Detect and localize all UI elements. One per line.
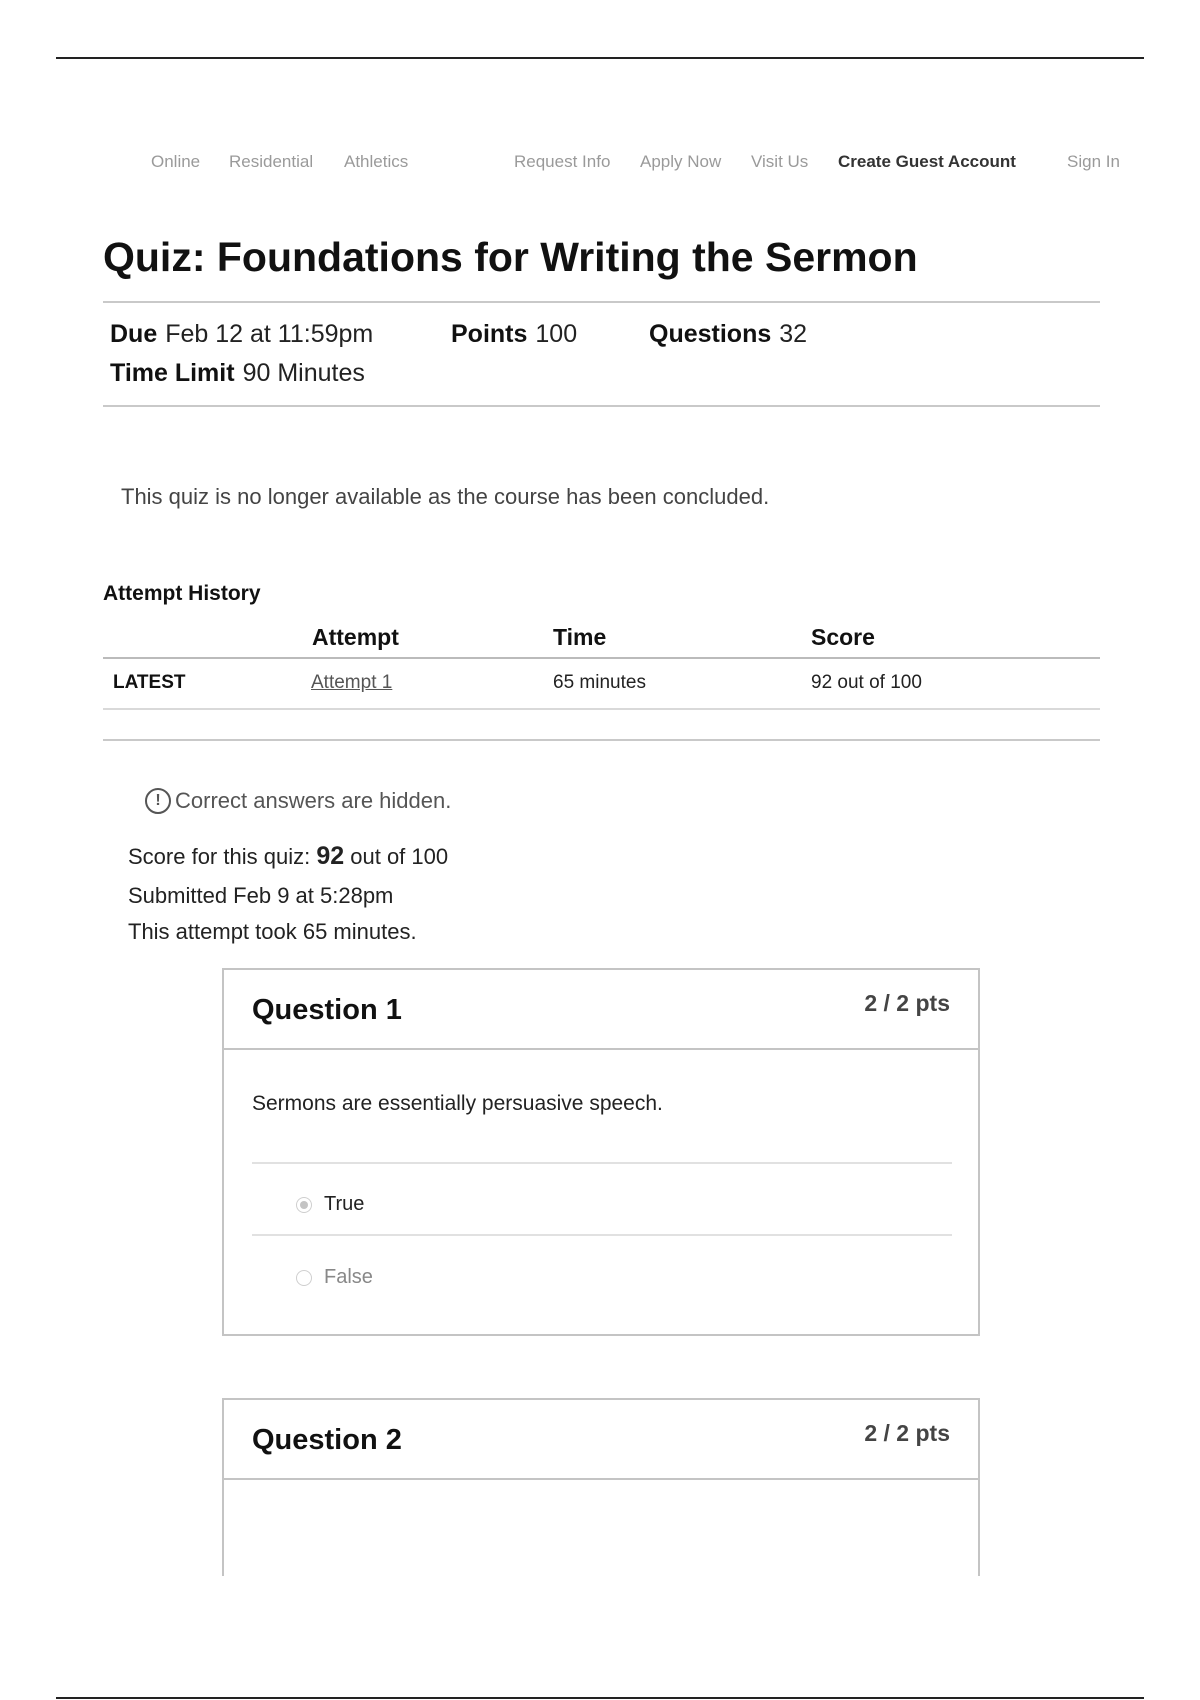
question-points: 2 / 2 pts xyxy=(864,990,950,1016)
meta-divider xyxy=(103,405,1100,407)
column-header-score: Score xyxy=(811,624,875,650)
radio-selected-icon[interactable] xyxy=(296,1197,312,1213)
nav-apply-now[interactable]: Apply Now xyxy=(640,152,722,171)
due-info xyxy=(110,320,373,349)
answer-option-true[interactable] xyxy=(296,1193,364,1216)
top-nav xyxy=(0,152,1200,176)
points-value: 100 xyxy=(535,320,578,348)
title-divider xyxy=(103,301,1100,303)
attempt-time: 65 minutes xyxy=(553,672,646,693)
attempt-table-header-rule xyxy=(103,657,1100,659)
question-header xyxy=(224,970,978,1050)
questions-label: Questions xyxy=(649,320,772,348)
nav-sign-in[interactable]: Sign In xyxy=(1067,152,1120,171)
page-top-rule xyxy=(56,57,1144,59)
column-header-time: Time xyxy=(553,624,607,650)
submitted-time: Submitted Feb 9 at 5:28pm xyxy=(128,883,394,908)
question-body xyxy=(224,1050,978,1336)
points-label: Points xyxy=(451,320,528,348)
attempt-duration: This attempt took 65 minutes. xyxy=(128,919,417,944)
question-points: 2 / 2 pts xyxy=(864,1420,950,1446)
nav-visit-us[interactable]: Visit Us xyxy=(751,152,809,171)
attempt-table-bottom-rule xyxy=(103,739,1100,741)
score-suffix: out of 100 xyxy=(350,844,449,869)
correct-answers-hidden-notice xyxy=(145,788,451,814)
attempt-score: 92 out of 100 xyxy=(811,672,922,693)
notice-text: Correct answers are hidden. xyxy=(175,788,452,813)
time-limit-label: Time Limit xyxy=(110,359,235,387)
questions-value: 32 xyxy=(779,320,808,348)
due-value: Feb 12 at 11:59pm xyxy=(165,320,374,348)
question-card-1 xyxy=(222,968,980,1336)
option-divider xyxy=(252,1162,952,1164)
score-prefix: Score for this quiz: xyxy=(128,844,311,869)
attempt-history-title: Attempt History xyxy=(103,582,261,605)
question-header xyxy=(224,1400,978,1480)
question-text: Sermons are essentially persuasive speech. xyxy=(252,1092,663,1115)
answer-option-false[interactable] xyxy=(296,1266,373,1289)
due-label: Due xyxy=(110,320,158,348)
option-divider xyxy=(252,1234,952,1236)
quiz-unavailable-message: This quiz is no longer available as the course has been concluded. xyxy=(121,484,770,509)
page-bottom-rule xyxy=(56,1697,1144,1699)
exclamation-circle-icon: ! xyxy=(145,788,171,814)
questions-info xyxy=(649,320,807,349)
question-title: Question 1 xyxy=(252,994,402,1026)
option-label: True xyxy=(324,1193,365,1215)
time-limit-info xyxy=(110,359,365,388)
nav-online[interactable]: Online xyxy=(151,152,201,171)
points-info xyxy=(451,320,577,349)
quiz-score xyxy=(128,842,448,871)
attempt-row-rule xyxy=(103,708,1100,710)
question-title: Question 2 xyxy=(252,1424,402,1456)
score-value: 92 xyxy=(316,842,345,870)
question-card-2 xyxy=(222,1398,980,1576)
nav-athletics[interactable]: Athletics xyxy=(344,152,409,171)
column-header-attempt: Attempt xyxy=(312,624,399,650)
latest-tag: LATEST xyxy=(113,672,186,693)
option-label: False xyxy=(324,1266,373,1288)
radio-unselected-icon[interactable] xyxy=(296,1270,312,1286)
time-limit-value: 90 Minutes xyxy=(242,359,365,387)
nav-residential[interactable]: Residential xyxy=(229,152,314,171)
nav-request-info[interactable]: Request Info xyxy=(514,152,611,171)
page-title: Quiz: Foundations for Writing the Sermon xyxy=(103,234,918,280)
nav-create-guest-account[interactable]: Create Guest Account xyxy=(838,152,1016,171)
attempt-link[interactable]: Attempt 1 xyxy=(311,672,393,693)
